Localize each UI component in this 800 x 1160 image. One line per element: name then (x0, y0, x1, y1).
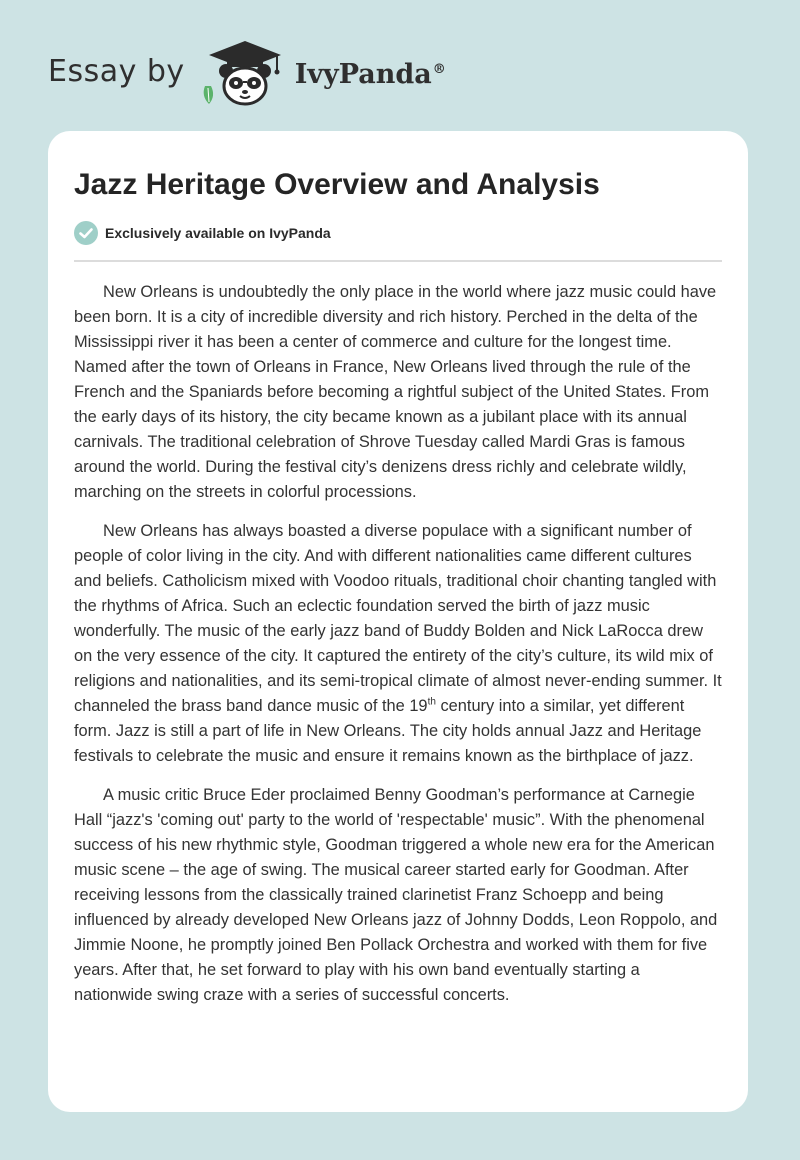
paragraph-2-part-2: century into a similar, yet different form. Jazz is still a part of life in New Orleans. The city holds annual Jazz and Heritage festivals to celebrate the music and ensure it remains known as the birthplace of jazz. (74, 697, 702, 765)
essay-body (74, 280, 722, 1008)
ordinal-superscript: th (427, 696, 436, 708)
brand-registered-mark: ® (432, 61, 446, 77)
essay-title: Jazz Heritage Overview and Analysis (74, 168, 600, 201)
brand-name-text: IvyPanda (294, 58, 432, 90)
check-circle-icon (74, 221, 98, 245)
paragraph-2 (74, 519, 722, 769)
panda-logo-icon (199, 38, 291, 108)
paragraph-1: New Orleans is undoubtedly the only place in the world where jazz music could have been born. It is a city of incredible diversity and rich history. Perched in the delta of the Mississippi river it has been a center of commerce and culture for the longest time. Named after the town of Orleans in France, New Orleans lived through the rule of the French and the Spaniards before becoming a rightful subject of the United States. From the early days of its history, the city became known as a jubilant place with its annual carnivals. The traditional celebration of Shrove Tuesday called Mardi Gras is famous around the world. During the festival city’s denizens dress richly and celebrate wildly, marching on the streets in colorful processions. (74, 283, 717, 501)
exclusive-badge (74, 221, 722, 262)
site-brand[interactable] (48, 38, 446, 108)
exclusive-badge-text: Exclusively available on IvyPanda (105, 225, 331, 241)
brand-name (295, 59, 446, 90)
paragraph-2-part-1: New Orleans has always boasted a diverse populace with a significant number of people of color living in the city. And with different nationalities came different cultures and beliefs. Catholicism mixed with Voodoo rituals, traditional choir chanting tangled with the rhythms of Africa. Such an eclectic foundation served the birth of jazz music wonderfully. The music of the early jazz band of Buddy Bolden and Nick LaRocca drew on the very essence of the city. It captured the entirety of the city’s culture, its wild mix of religions and nationalities, and its semi-tropical climate of almost never-ending summer. It channeled the brass band dance music of the 19 (74, 522, 722, 715)
essay-card (48, 131, 748, 1112)
brand-prefix: Essay by (48, 53, 185, 89)
paragraph-3: A music critic Bruce Eder proclaimed Benny Goodman’s performance at Carnegie Hall “jazz's 'coming out' party to the world of 'respectable' music”. With the phenomenal success of his new rhythmic style, Goodman triggered a whole new era for the American music scene – the age of swing. The musical career started early for Goodman. After receiving lessons from the classically trained clarinetist Franz Schoepp and being influenced by already developed New Orleans jazz of Johnny Dodds, Leon Roppolo, and Jimmie Noone, he promptly joined Ben Pollack Orchestra and worked with them for five years. After that, he set forward to play with his own band eventually starting a nationwide swing craze with a series of successful concerts. (74, 786, 718, 1004)
